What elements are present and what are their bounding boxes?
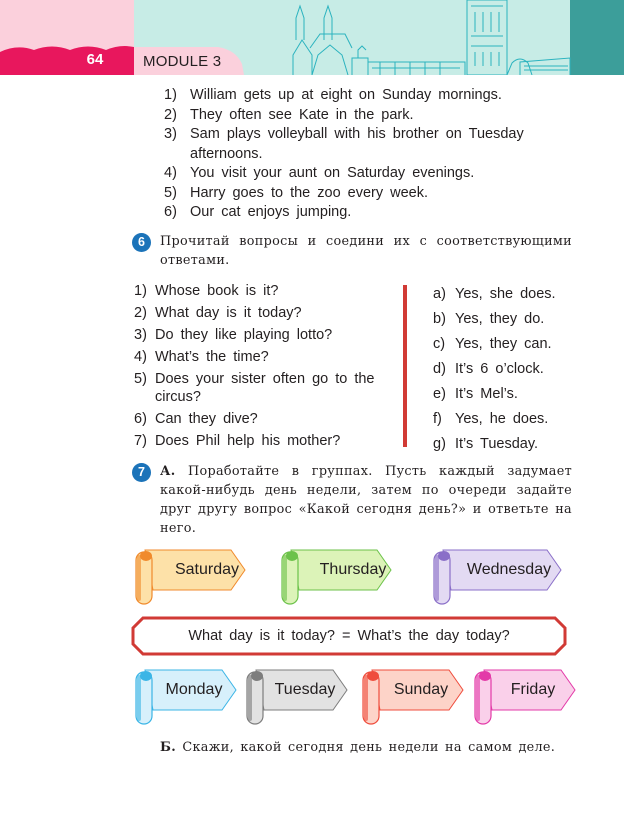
task-instruction-a [160, 462, 572, 538]
question-number: 5) [134, 371, 147, 387]
answer-item [433, 282, 583, 307]
answer-letter: b) [433, 311, 446, 327]
page-number-wave [0, 46, 134, 75]
phrase-box [131, 616, 567, 656]
column-divider [403, 285, 407, 447]
question-text: Whose book is it? [155, 283, 279, 299]
item-text: Our cat enjoys jumping. [190, 204, 352, 220]
question-number: 6) [134, 411, 147, 427]
page-header [0, 0, 624, 75]
part-b-label: Б. [160, 740, 176, 755]
task-6 [132, 232, 572, 270]
question-text: Do they like playing lotto? [155, 327, 333, 343]
answer-item [433, 357, 583, 382]
question-item [134, 410, 394, 428]
city-skyline-illustration [293, 0, 570, 75]
question-number: 1) [134, 283, 147, 299]
answer-text: Yes, he does. [455, 411, 549, 427]
day-scroll-tuesday [244, 667, 352, 727]
task-7 [132, 462, 572, 538]
day-label: Monday [165, 681, 223, 698]
scroll-roll-shade [364, 675, 368, 721]
day-scroll-thursday [279, 547, 411, 607]
question-number: 2) [134, 305, 147, 321]
item-number: 6) [164, 204, 177, 220]
item-text: They often see Kate in the park. [190, 106, 414, 123]
answer-item [433, 332, 583, 357]
answer-letter: c) [433, 336, 446, 352]
item-number: 1) [164, 87, 177, 103]
answer-text: Yes, they do. [455, 311, 545, 327]
day-scroll-monday [133, 667, 241, 727]
answers-list [433, 282, 583, 457]
day-label: Wednesday [466, 561, 552, 578]
question-text: Does Phil help his mother? [155, 433, 341, 449]
question-number: 3) [134, 327, 147, 343]
day-scroll-friday [472, 667, 580, 727]
question-text: Does your sister often go to the circus? [155, 371, 375, 405]
item-number: 5) [164, 184, 177, 201]
answer-item [433, 407, 583, 432]
day-scroll-saturday [133, 547, 265, 607]
part-b-text: Скажи, какой сегодня день недели на самом деле. [182, 740, 556, 755]
question-text: What day is it today? [155, 305, 302, 321]
question-item [134, 370, 394, 406]
question-item [134, 304, 394, 322]
scroll-roll-end [367, 671, 379, 681]
answer-text: It’s Tuesday. [455, 436, 539, 452]
list-item [164, 86, 574, 106]
answer-text: Yes, they can. [455, 336, 552, 352]
item-number: 4) [164, 165, 177, 181]
day-scroll-wednesday [431, 547, 563, 607]
question-item [134, 326, 394, 344]
answer-item [433, 432, 583, 457]
question-item [134, 348, 394, 366]
item-text: William gets up at eight on Sunday mornings. [190, 87, 502, 103]
question-item [134, 432, 394, 450]
answer-text: Yes, she does. [455, 286, 556, 302]
list-item [164, 125, 574, 164]
task-number-badge: 7 [132, 463, 151, 482]
scroll-roll-shade [435, 555, 439, 601]
phrase-text: What day is it today? = What’s the day today? [188, 628, 510, 644]
answer-letter: f) [433, 411, 442, 427]
question-item [134, 282, 394, 300]
part-a-label: А. [160, 464, 176, 479]
task-number-badge: 6 [132, 233, 151, 252]
scroll-roll-shade [137, 555, 141, 601]
answer-text: It’s Mel’s. [455, 386, 518, 402]
scroll-roll-shade [137, 675, 141, 721]
sentence-list [164, 86, 574, 223]
page-number: 64 [86, 51, 104, 68]
item-number: 3) [164, 126, 177, 142]
scroll-roll-end [140, 551, 152, 561]
question-number: 4) [134, 349, 147, 365]
answer-item [433, 307, 583, 332]
part-a-text: Поработайте в группах. Пусть каждый задумает какой-нибудь день недели, затем по очереди задайте друг другу вопрос «Какой сегодня день?» и ответьте на него. [160, 464, 572, 536]
list-item [164, 203, 574, 223]
answer-letter: d) [433, 361, 446, 377]
answer-letter: g) [433, 436, 446, 452]
scroll-roll-end [479, 671, 491, 681]
day-label: Thursday [319, 561, 387, 578]
item-text: Sam plays volleyball with his brother on Tuesday afternoons. [190, 126, 524, 162]
answer-letter: e) [433, 386, 446, 402]
item-text: Harry goes to the zoo every week. [190, 184, 429, 201]
scroll-roll-shade [283, 555, 287, 601]
question-number: 7) [134, 433, 147, 449]
day-scroll-sunday [360, 667, 468, 727]
day-label: Sunday [393, 681, 449, 698]
scroll-roll-end [286, 551, 298, 561]
task-instruction-b [160, 738, 568, 757]
item-number: 2) [164, 106, 177, 123]
answer-item [433, 382, 583, 407]
answer-letter: a) [433, 286, 446, 302]
day-label: Friday [510, 681, 556, 698]
day-label: Saturday [174, 561, 240, 578]
scroll-roll-shade [476, 675, 480, 721]
scroll-roll-end [438, 551, 450, 561]
item-text: You visit your aunt on Saturday evenings. [190, 165, 475, 181]
question-text: What’s the time? [155, 349, 269, 365]
module-label: MODULE 3 [143, 53, 222, 70]
list-item [164, 106, 574, 126]
scroll-roll-end [251, 671, 263, 681]
day-label: Tuesday [274, 681, 336, 698]
scroll-roll-end [140, 671, 152, 681]
list-item [164, 184, 574, 204]
scroll-roll-shade [248, 675, 252, 721]
questions-list [134, 282, 394, 454]
list-item [164, 164, 574, 184]
answer-text: It’s 6 o’clock. [455, 361, 544, 377]
question-text: Can they dive? [155, 411, 258, 427]
task-instruction: Прочитай вопросы и соедини их с соответствующими ответами. [160, 234, 572, 268]
